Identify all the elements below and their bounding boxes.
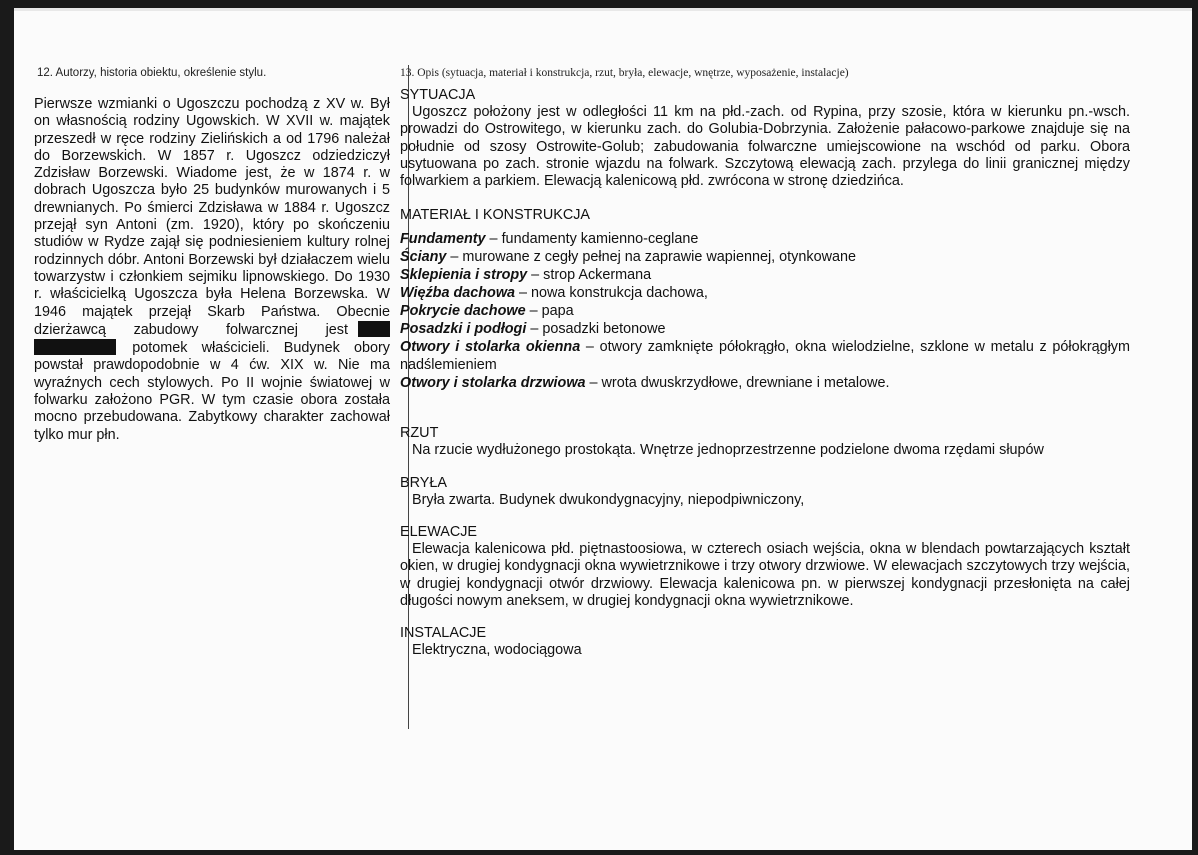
- material-term: Fundamenty: [400, 231, 486, 248]
- section-title-sytuacja: SYTUACJA: [400, 87, 476, 103]
- material-item: Sklepienia i stropy – strop Ackermana: [400, 267, 652, 284]
- material-item: Więźba dachowa – nowa konstrukcja dachowa,: [400, 285, 708, 302]
- material-term: Posadzki i podłogi: [400, 321, 527, 338]
- material-item: Posadzki i podłogi – posadzki betonowe: [400, 321, 666, 338]
- material-item: Pokrycie dachowe – papa: [400, 303, 574, 320]
- section-title-instalacje: INSTALACJE: [400, 625, 487, 642]
- history-column: [34, 66, 390, 444]
- material-desc: papa: [541, 303, 574, 320]
- material-item: Fundamenty – fundamenty kamienno-ceglane: [400, 231, 699, 248]
- material-desc: strop Ackermana: [543, 267, 652, 284]
- material-desc: posadzki betonowe: [542, 321, 666, 338]
- section-body-rzut: Na rzucie wydłużonego prostokąta. Wnętrze jednoprzestrzenne podzielone dwoma rzędami słupów: [412, 442, 1044, 459]
- material-term: Pokrycie dachowe: [400, 303, 526, 320]
- section-title-material: MATERIAŁ I KONSTRUKCJA: [400, 207, 591, 224]
- material-term: Ściany: [400, 249, 447, 266]
- page-top-edge: [14, 8, 1192, 11]
- history-text-part2: potomek właścicieli. Budynek obory powstał prawdopodobnie w 4 ćw. XIX w. Nie ma wyraźnych cech stylowych. Po II wojnie światowej w folwarku założono PGR. W tym czasie obora została mocno przebudowana. Zabytkowy charakter zachował tylko mur płn.: [34, 340, 390, 443]
- section-body-sytuacja: Ugoszcz położony jest w odległości 11 km na płd.-zach. od Rypina, przy szosie, która w kierunku pn.-wsch. prowadzi do Ostrowitego, w kierunku zach. do Golubia-Dobrzynia. Założenie pałacowo-parkowe znajduje się na południe od szosy Ostrowite-Golub; zabudowania folwarczne umiejscowione na wschód od parku. Obora usytuowana po zach. stronie wjazdu na folwark. Szczytową elewacją zach. przylega do linii granicznej między folwarkiem a parkiem. Elewacją kalenicową płd. zwrócona w stronę dziedzińca.: [400, 104, 1130, 190]
- section-body-elewacje: Elewacja kalenicowa płd. piętnastoosiowa, w czterech osiach wejścia, okna w blendach powtarzających kształt okien, w drugiej kondygnacji okna wywietrznikowe i trzy otwory drzwiowe. W elewacjach szczytowych trzy wejścia, w drugiej kondygnacji otwór drzwiowy. Elewacja kalenicowa pn. w pierwszej kondygnacji przesłonięta na całej długości nowym aneksem, w drugiej kondygnacji okna wywietrznikowe.: [400, 541, 1130, 609]
- material-term: Otwory i stolarka okienna: [400, 339, 581, 356]
- redaction-bar: [358, 321, 390, 337]
- material-item: Otwory i stolarka okienna – otwory zamknięte półokrągło, okna wielodzielne, szklone w metalu z półokrągłym nadślemieniem: [400, 339, 1130, 374]
- redaction-bar: [34, 339, 116, 355]
- material-term: Sklepienia i stropy: [400, 267, 528, 284]
- document-page: [14, 8, 1192, 850]
- history-text-part1: Pierwsze wzmianki o Ugoszczu pochodzą z XV w. Był on własnością rodziny Ugowskich. W XVII w. majątek przeszedł w ręce rodziny Zielińskich a od 1796 należał do Borzewskich. W 1857 r. Ugoszcz odziedziczył Zdzisław Borzewski. Wiadome jest, że w 1874 r. w dobrach Ugoszcza było 25 budynków murowanych i 5 drewnianych. Po śmierci Zdzisława w 1884 r. Ugoszcz przejął syn Antoni (zm. 1920), który po skończeniu studiów w Rydze zajął się podniesieniem kultury rolnej rodzinnych dóbr. Antoni Borzewski był działaczem wielu towarzystw i członkiem sejmiku lipnowskiego. Do 1930 r. właścicielką Ugoszcza była Helena Borzewska. W 1946 majątek przejął Skarb Państwa. Obecnie dzierżawcą zabudowy folwarcznej jest: [34, 96, 390, 338]
- section-title-bryla: BRYŁA: [400, 474, 447, 491]
- history-header: 12. Autorzy, historia obiektu, określenie stylu.: [37, 67, 267, 79]
- history-text: [34, 96, 390, 444]
- section-title-elewacje: ELEWACJE: [400, 524, 478, 541]
- description-header: 13. Opis (sytuacja, materiał i konstrukcja, rzut, bryła, elewacje, wnętrze, wyposażenie, instalacje): [400, 67, 849, 79]
- material-desc: otwory zamknięte półokrągło, okna wielodzielne, szklone w metalu z półokrągłym nadślemieniem: [400, 339, 1130, 374]
- material-item: Ściany – murowane z cegły pełnej na zaprawie wapiennej, otynkowane: [400, 249, 856, 266]
- material-list: [400, 230, 1130, 392]
- material-term: Otwory i stolarka drzwiowa: [400, 375, 586, 392]
- material-item: Otwory i stolarka drzwiowa – wrota dwuskrzydłowe, drewniane i metalowe.: [400, 375, 890, 392]
- material-desc: wrota dwuskrzydłowe, drewniane i metalowe.: [601, 375, 890, 392]
- section-body-bryla: Bryła zwarta. Budynek dwukondygnacyjny, niepodpiwniczony,: [412, 491, 805, 508]
- material-desc: murowane z cegły pełnej na zaprawie wapiennej, otynkowane: [462, 249, 856, 266]
- material-desc: nowa konstrukcja dachowa,: [531, 285, 708, 302]
- section-title-rzut: RZUT: [400, 425, 439, 442]
- description-column: [400, 66, 1130, 660]
- material-desc: fundamenty kamienno-ceglane: [501, 231, 699, 248]
- section-body-instalacje: Elektryczna, wodociągowa: [412, 642, 582, 659]
- material-term: Więźba dachowa: [400, 285, 516, 302]
